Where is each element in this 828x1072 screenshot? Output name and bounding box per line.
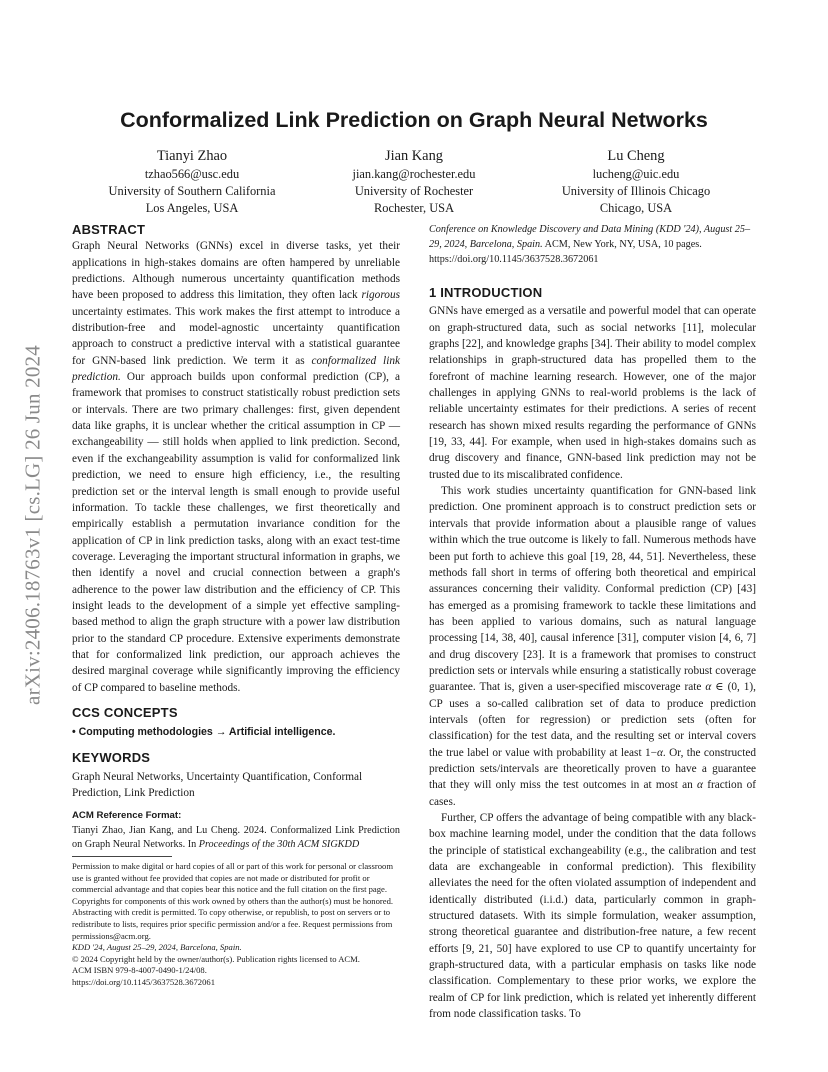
intro-paragraph: GNNs have emerged as a versatile and powerful model that can operate on graph-structured data, such as social networks [11], molecular graphs [22], and knowledge graphs [34]. Their ability to model complex relationships in graph-structured data has propelled them to the forefront of machine learning research. However, one of the major challenges in applying GNNs to real-world problems is the lack of reliable uncertainty estimates for their predictions. A series of recent research has shown mixed results regarding the performance of GNNs [19, 33, 44]. For example, when used in high-stakes domains such as drug discovery and finance, GNN-based link prediction may not be trusted due to its miscalibrated confidence. xyxy=(429,305,756,481)
author-email[interactable]: jian.kang@rochester.edu xyxy=(352,167,476,181)
right-column xyxy=(429,222,756,1022)
author-location: Chicago, USA xyxy=(599,200,673,215)
author-affiliation: University of Rochester xyxy=(354,183,474,198)
author-block xyxy=(294,147,534,216)
intro-paragraph: Further, CP offers the advantage of being compatible with any black-box machine learning model, under the condition that the data follows the principle of statistical exchangeability (e.g., the calibration and test data are exchangeable in conformal prediction). This flexibility alleviates the need for the often violated assumption of independent and identically distributed (i.i.d.) data, particularly common in graph-structured datasets. With its simple formulation, weaker assumption, strong theoretical guarantee and distribution-free nature, a few recent efforts [9, 21, 50] have explored to use CP to quantify uncertainty for graph-structured data, with a particular emphasis on tasks like node classification. Complementary to these prior works, we explore the realm of CP for link prediction, which is related yet inherently different from node classification tasks. To xyxy=(429,812,756,1021)
ccs-item: • Computing methodologies → Artificial intelligence. xyxy=(72,726,336,739)
venue-line: KDD '24, August 25–29, 2024, Barcelona, Spain. xyxy=(72,942,242,953)
author-location: Rochester, USA xyxy=(373,200,455,215)
copyright-line: © 2024 Copyright held by the owner/author(s). Publication rights licensed to ACM. xyxy=(72,953,360,964)
footnote-divider xyxy=(72,856,172,857)
author-name: Lu Cheng xyxy=(607,148,665,164)
reference-heading: ACM Reference Format: xyxy=(72,809,182,821)
author-affiliation: University of Illinois Chicago xyxy=(561,183,711,198)
conference-reference: Conference on Knowledge Discovery and Data Mining (KDD '24), August 25–29, 2024, Barcelona, Spain. ACM, New York, NY, USA, 10 pages. https://doi.org/10.1145/3637528.3672061 xyxy=(429,224,751,265)
paper-title: Conformalized Link Prediction on Graph Neural Networks xyxy=(120,108,708,132)
ccs-heading: CCS CONCEPTS xyxy=(72,704,178,720)
doi-link[interactable]: https://doi.org/10.1145/3637528.3672061 xyxy=(72,976,215,987)
author-block xyxy=(72,147,312,216)
author-email[interactable]: tzhao566@usc.edu xyxy=(144,167,240,181)
author-location: Los Angeles, USA xyxy=(145,200,239,215)
abstract-heading: ABSTRACT xyxy=(72,222,146,237)
arxiv-identifier: arXiv:2406.18763v1 [cs.LG] 26 Jun 2024 xyxy=(20,345,45,705)
keywords-text: Graph Neural Networks, Uncertainty Quantification, Conformal Prediction, Link Prediction xyxy=(72,771,363,800)
author-name: Tianyi Zhao xyxy=(156,148,228,164)
author-email[interactable]: lucheng@uic.edu xyxy=(592,167,680,181)
left-column xyxy=(72,222,400,989)
isbn-line: ACM ISBN 979-8-4007-0490-1/24/08. xyxy=(72,965,207,976)
permission-notice: Permission to make digital or hard copies of all or part of this work for personal or classroom use is granted without fee provided that copies are not made or distributed for profit or commercial advantage and that copies bear this notice and the full citation on the first page. Copyrights for components of this work owned by others than the author(s) must be honored. Abstracting with credit is permitted. To copy otherwise, or republish, to post on servers or to redistribute to lists, requires prior specific permission and/or a fee. Request permissions from permissions@acm.org. KDD '24, August 25–29, 2024, Barcelona, Spain. © 2024 Copyright held by the owner/author(s). Publication rights licensed to ACM. ACM ISBN 979-8-4007-0490-1/24/08. https://doi.org/10.1145/3637528.3672061 xyxy=(72,861,400,989)
reference-text: Tianyi Zhao, Jian Kang, and Lu Cheng. 2024. Conformalized Link Prediction on Graph Neural Networks. In Proceedings of the 30th ACM SIGKDD xyxy=(72,825,400,851)
introduction-heading: 1 INTRODUCTION xyxy=(429,285,543,300)
abstract-text: Graph Neural Networks (GNNs) excel in diverse tasks, yet their applications in high-stakes domains are often hampered by unreliable predictions. Although numerous uncertainty quantification methods have been proposed to address this limitation, they often lack rigorous uncertainty estimates. This work makes the first attempt to introduce a distribution-free and model-agnostic uncertainty quantification approach to construct a predictive interval with a statistical guarantee for GNN-based link prediction. We term it as conformalized link prediction. Our approach builds upon conformal prediction (CP), a framework that promises to construct statistically robust prediction sets or intervals. There are two primary challenges: first, given dependent data like graphs, it is unclear whether the critical assumption in CP — exchangeability — still holds when applied to link prediction. Second, even if the exchangeability assumption is valid for conformalized link prediction, we need to ensure high efficiency, i.e., the resulting prediction set or the interval length is small enough to provide useful information. To tackle these challenges, we first theoretically and empirically establish a permutation invariance condition for the application of CP in link prediction tasks, along with an exact test-time coverage. Leveraging the important structural information in graphs, we then identify a novel and crucial connection between a graph's adherence to the power law distribution and the efficiency of CP. This insight leads to the development of a simple yet effective sampling-based method to align the graph structure with a power law distribution prior to the standard CP procedure. Extensive experiments demonstrate that for conformalized link prediction, our approach achieves the desired marginal coverage while significantly improving the efficiency of CP compared to baseline methods. xyxy=(72,240,401,694)
author-name: Jian Kang xyxy=(385,148,443,164)
author-affiliation: University of Southern California xyxy=(108,183,276,198)
author-block xyxy=(516,147,756,216)
intro-paragraph: This work studies uncertainty quantification for GNN-based link prediction. One prominent approach is to construct prediction sets or intervals that provide information about a plausible range of values within which the true outcome is likely to fall. Numerous methods have been put forth to achieve this goal [19, 28, 44, 51]. Nevertheless, these methods fall short in terms of offering both theoretical and empirical assurances concerning their validity. Conformal prediction (CP) [43] has emerged as a promising framework to tackle these limitations and has been applied to various domains, such as natural language processing [14, 38, 40], causal inference [31], computer vision [4, 6, 7] and drug discovery [23]. It is a framework that promises to construct prediction sets or intervals while ensuring a statistically robust coverage guarantee. That is, given a user-specified miscoverage rate α ∈ (0, 1), CP uses a so-called calibration set of data to produce prediction intervals (often for regression) or prediction sets (often for classification) for the test data, and the resulting set or interval covers the true label or value with probability at least 1−α. Or, the constructed prediction sets/intervals are theoretically proven to have a guarantee that they will only miss the test outcomes in at most an α fraction of cases. xyxy=(429,485,756,808)
keywords-heading: KEYWORDS xyxy=(72,749,151,765)
